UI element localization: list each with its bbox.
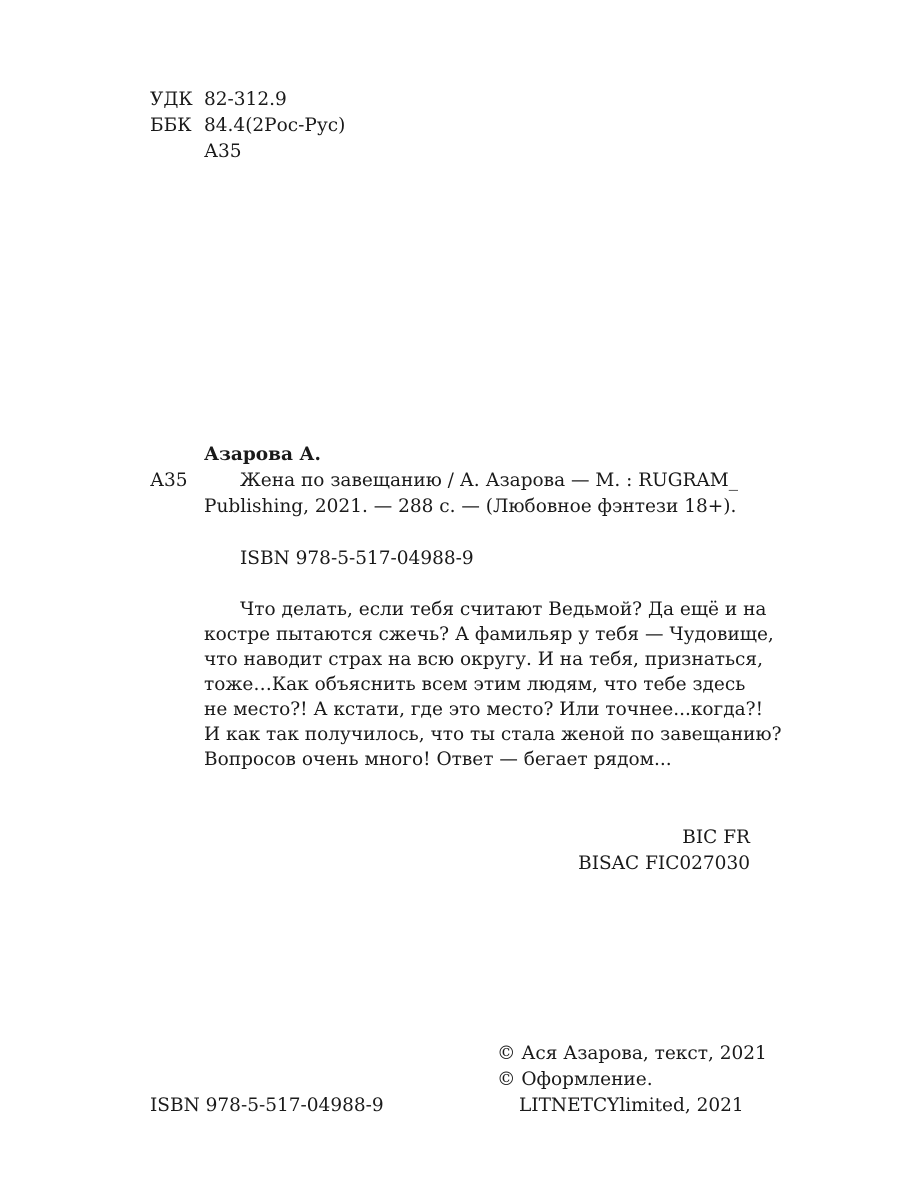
annotation-line: костре пытаются сжечь? А фамильяр у тебя — Чудовище, [204, 624, 774, 645]
title-line-1: Жена по завещанию / А. Азарова — М. : RUGRAM_ [240, 470, 738, 491]
copyright-text: © Ася Азарова, текст, 2021 [497, 1043, 767, 1064]
bic-code: BIC FR [682, 827, 750, 848]
bisac-code: BISAC FIC027030 [578, 853, 750, 874]
annotation-line: Что делать, если тебя считают Ведьмой? Да ещё и на [240, 599, 767, 620]
author-mark: А35 [150, 470, 188, 491]
record-isbn: ISBN 978-5-517-04988-9 [240, 548, 474, 569]
bbk-row [150, 113, 345, 138]
bbk-value: 84.4(2Рос-Рус) [204, 115, 346, 136]
annotation [204, 597, 782, 772]
author-heading: Азарова А. [204, 444, 321, 465]
author-mark-row [150, 139, 242, 164]
annotation-line: И как так получилось, что ты стала женой по завещанию? [204, 724, 782, 745]
udk-label: УДК [150, 89, 193, 110]
udk-row [150, 87, 287, 112]
annotation-line: тоже…Как объяснить всем этим людям, что тебе здесь [204, 674, 746, 695]
bbk-label: ББК [150, 115, 192, 136]
author-mark-top: А35 [204, 141, 242, 162]
annotation-line: не место?! А кстати, где это место? Или точнее...когда?! [204, 699, 764, 720]
copyright-design: © Оформление. [497, 1069, 653, 1090]
annotation-line: что наводит страх на всю округу. И на тебя, признаться, [204, 649, 763, 670]
udk-value: 82-312.9 [204, 89, 287, 110]
copyright-design-holder: LITNETCYlimited, 2021 [519, 1095, 744, 1116]
footer-isbn: ISBN 978-5-517-04988-9 [150, 1095, 384, 1116]
annotation-line: Вопросов очень много! Ответ — бегает рядом... [204, 749, 672, 770]
title-line-2: Publishing, 2021. — 288 с. — (Любовное фэнтези 18+). [204, 496, 737, 517]
